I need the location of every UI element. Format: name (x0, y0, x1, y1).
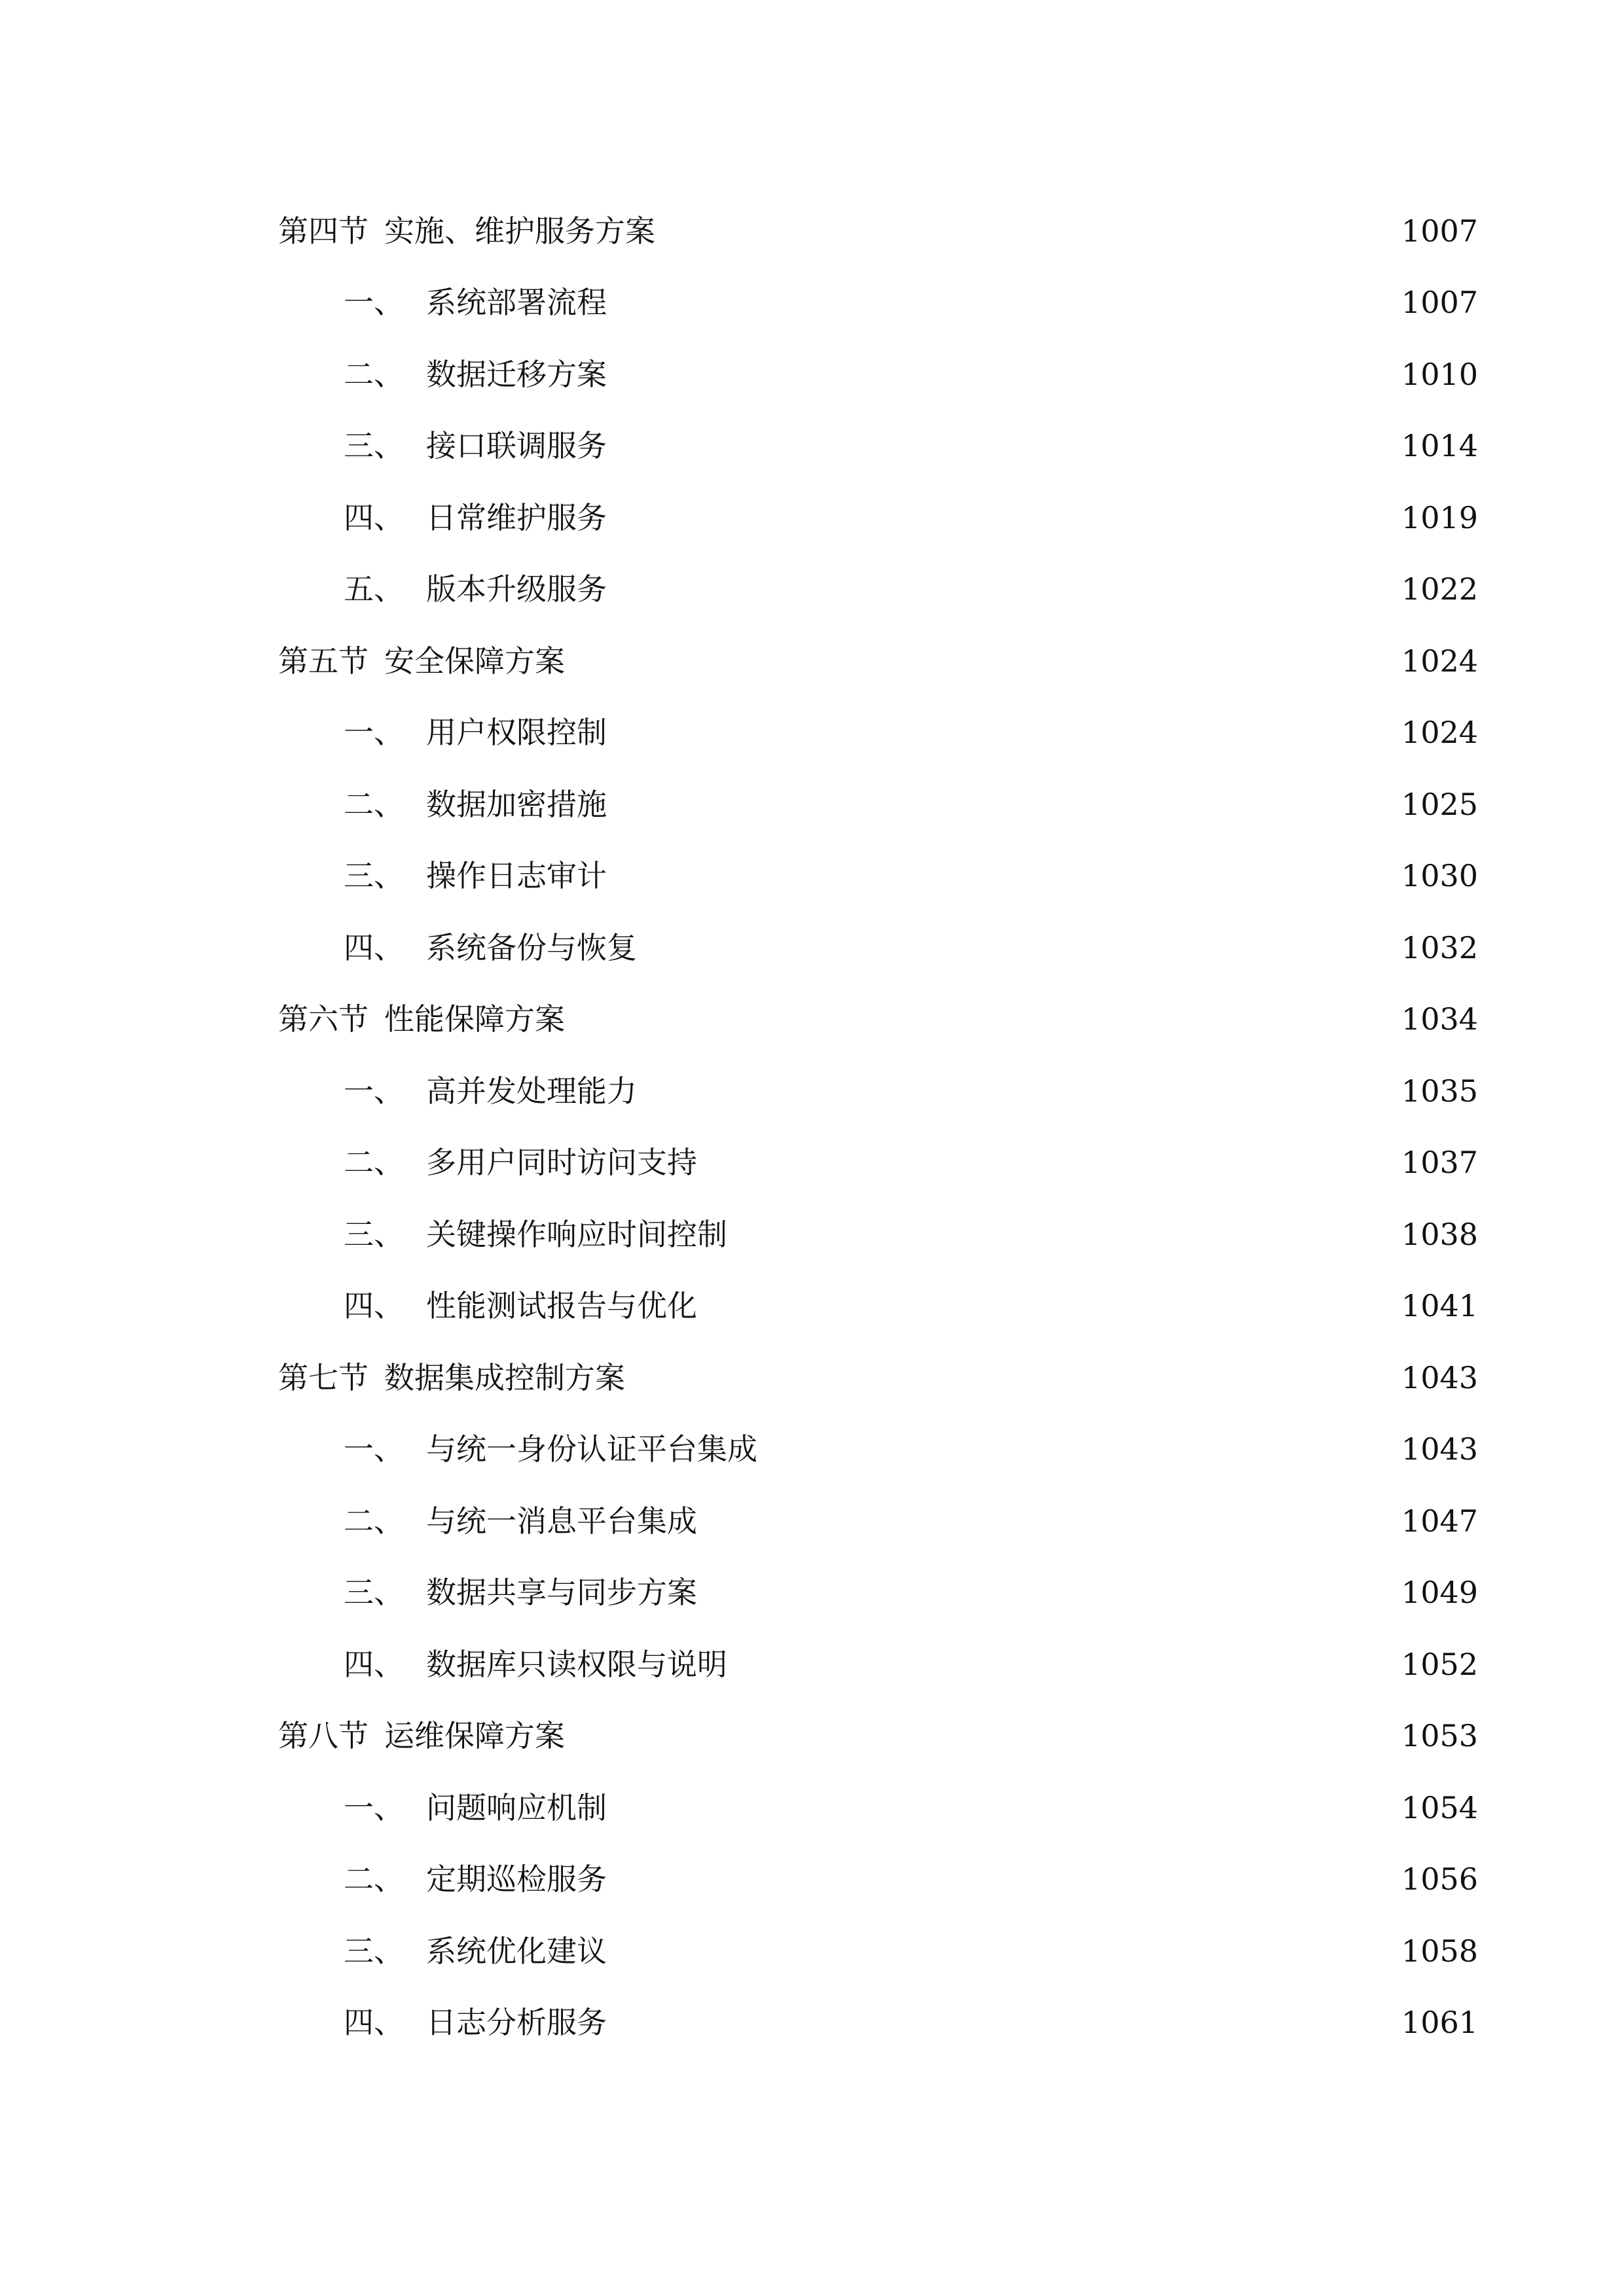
toc-entry-page-number: 1041 (1401, 1288, 1478, 1324)
toc-entry-page-number: 1058 (1401, 1933, 1478, 1969)
toc-entry-number: 第四节 (278, 213, 369, 249)
dot-leader (616, 359, 1392, 389)
toc-entry-number: 一、 (344, 715, 404, 751)
toc-entry-page-number: 1038 (1401, 1216, 1478, 1252)
dot-leader (664, 216, 1392, 246)
toc-entry-title: 多用户同时访问支持 (426, 1145, 697, 1181)
toc-entry-number: 一、 (344, 1431, 404, 1467)
toc-entry-number: 一、 (344, 1073, 404, 1109)
toc-entry-title: 性能测试报告与优化 (426, 1288, 697, 1324)
toc-entry-title: 数据库只读权限与说明 (426, 1646, 727, 1682)
toc-section-entry[interactable] (278, 195, 1478, 267)
toc-entry-title: 日常维护服务 (426, 499, 607, 535)
toc-entry-page-number: 1014 (1401, 428, 1478, 464)
toc-entry-title: 运维保障方案 (384, 1718, 565, 1754)
toc-entry-page-number: 1052 (1401, 1646, 1478, 1682)
toc-entry-number: 第七节 (278, 1359, 369, 1395)
toc-entry-title: 实施、维护服务方案 (384, 213, 655, 249)
toc-entry-page-number: 1043 (1401, 1431, 1478, 1467)
dot-leader (574, 646, 1392, 676)
toc-entry-number: 四、 (344, 1646, 404, 1682)
toc-entry-title: 与统一消息平台集成 (426, 1503, 697, 1539)
toc-entry-number: 二、 (344, 356, 404, 392)
toc-entry-number: 三、 (344, 428, 404, 464)
toc-entry-title: 系统部署流程 (426, 285, 607, 321)
toc-entry-page-number: 1049 (1401, 1575, 1478, 1611)
toc-entry-number: 二、 (344, 786, 404, 822)
toc-entry-number: 三、 (344, 1216, 404, 1252)
toc-entry-number: 四、 (344, 2005, 404, 2041)
toc-entry-page-number: 1024 (1401, 715, 1478, 751)
toc-entry-number: 三、 (344, 1933, 404, 1969)
toc-entry-page-number: 1010 (1401, 356, 1478, 392)
toc-entry-page-number: 1030 (1401, 858, 1478, 894)
toc-subsection-entry[interactable] (278, 1055, 1478, 1127)
toc-subsection-entry[interactable] (278, 1414, 1478, 1486)
toc-entry-page-number: 1019 (1401, 499, 1478, 535)
toc-section-entry[interactable] (278, 1342, 1478, 1414)
toc-entry-title: 用户权限控制 (426, 715, 607, 751)
toc-subsection-entry[interactable] (278, 410, 1478, 482)
dot-leader (616, 1864, 1392, 1894)
toc-entry-page-number: 1032 (1401, 929, 1478, 965)
toc-subsection-entry[interactable] (278, 482, 1478, 554)
toc-subsection-entry[interactable] (278, 1127, 1478, 1199)
toc-entry-page-number: 1025 (1401, 786, 1478, 822)
dot-leader (616, 1793, 1392, 1823)
toc-entry-page-number: 1047 (1401, 1503, 1478, 1539)
toc-entry-number: 四、 (344, 1288, 404, 1324)
toc-section-entry[interactable] (278, 625, 1478, 697)
toc-subsection-entry[interactable] (278, 1915, 1478, 1987)
toc-section-entry[interactable] (278, 984, 1478, 1056)
dot-leader (616, 861, 1392, 891)
toc-subsection-entry[interactable] (278, 267, 1478, 339)
dot-leader (616, 1936, 1392, 1966)
dot-leader (706, 1577, 1392, 1607)
toc-entry-title: 关键操作响应时间控制 (426, 1216, 727, 1252)
toc-entry-number: 四、 (344, 929, 404, 965)
dot-leader (574, 1721, 1392, 1751)
toc-entry-page-number: 1035 (1401, 1073, 1478, 1109)
toc-entry-title: 数据迁移方案 (426, 356, 607, 392)
toc-subsection-entry[interactable] (278, 554, 1478, 626)
toc-section-entry[interactable] (278, 1700, 1478, 1772)
toc-entry-number: 第五节 (278, 643, 369, 679)
toc-entry-page-number: 1007 (1401, 285, 1478, 321)
toc-entry-title: 数据加密措施 (426, 786, 607, 822)
toc-entry-number: 四、 (344, 499, 404, 535)
toc-entry-title: 日志分析服务 (426, 2005, 607, 2041)
toc-entry-page-number: 1054 (1401, 1789, 1478, 1825)
toc-subsection-entry[interactable] (278, 1844, 1478, 1916)
dot-leader (646, 933, 1392, 963)
toc-subsection-entry[interactable] (278, 768, 1478, 840)
toc-subsection-entry[interactable] (278, 1987, 1478, 2059)
toc-entry-title: 数据集成控制方案 (384, 1359, 625, 1395)
dot-leader (706, 1291, 1392, 1321)
toc-entry-page-number: 1043 (1401, 1359, 1478, 1395)
toc-entry-title: 接口联调服务 (426, 428, 607, 464)
toc-entry-title: 安全保障方案 (384, 643, 565, 679)
toc-entry-page-number: 1034 (1401, 1001, 1478, 1037)
toc-entry-title: 性能保障方案 (384, 1001, 565, 1037)
toc-entry-number: 第八节 (278, 1718, 369, 1754)
dot-leader (634, 1363, 1392, 1393)
toc-entry-number: 二、 (344, 1861, 404, 1897)
toc-entry-number: 第六节 (278, 1001, 369, 1037)
toc-subsection-entry[interactable] (278, 1628, 1478, 1700)
toc-subsection-entry[interactable] (278, 1557, 1478, 1629)
dot-leader (616, 574, 1392, 604)
toc-entry-title: 数据共享与同步方案 (426, 1575, 697, 1611)
toc-entry-number: 一、 (344, 1789, 404, 1825)
toc-entry-title: 版本升级服务 (426, 571, 607, 607)
dot-leader (706, 1506, 1392, 1536)
toc-subsection-entry[interactable] (278, 912, 1478, 984)
toc-entry-number: 三、 (344, 1575, 404, 1611)
dot-leader (616, 717, 1392, 747)
toc-entry-page-number: 1037 (1401, 1145, 1478, 1181)
toc-entry-number: 一、 (344, 285, 404, 321)
table-of-contents (278, 195, 1478, 2058)
toc-subsection-entry[interactable] (278, 840, 1478, 912)
toc-entry-title: 与统一身份认证平台集成 (426, 1431, 757, 1467)
toc-entry-page-number: 1007 (1401, 213, 1478, 249)
toc-entry-title: 操作日志审计 (426, 858, 607, 894)
toc-entry-number: 五、 (344, 571, 404, 607)
dot-leader (736, 1649, 1392, 1679)
toc-entry-page-number: 1061 (1401, 2005, 1478, 2041)
dot-leader (767, 1434, 1392, 1464)
dot-leader (616, 503, 1392, 533)
toc-subsection-entry[interactable] (278, 1485, 1478, 1557)
dot-leader (616, 287, 1392, 317)
dot-leader (616, 431, 1392, 461)
toc-entry-page-number: 1024 (1401, 643, 1478, 679)
toc-entry-page-number: 1053 (1401, 1718, 1478, 1754)
toc-entry-number: 三、 (344, 858, 404, 894)
dot-leader (706, 1147, 1392, 1177)
dot-leader (646, 1076, 1392, 1106)
toc-subsection-entry[interactable] (278, 697, 1478, 769)
toc-entry-number: 二、 (344, 1145, 404, 1181)
toc-subsection-entry[interactable] (278, 1270, 1478, 1342)
toc-entry-title: 系统备份与恢复 (426, 929, 637, 965)
dot-leader (616, 789, 1392, 819)
toc-entry-title: 问题响应机制 (426, 1789, 607, 1825)
toc-subsection-entry[interactable] (278, 338, 1478, 410)
toc-entry-page-number: 1056 (1401, 1861, 1478, 1897)
toc-entry-page-number: 1022 (1401, 571, 1478, 607)
toc-subsection-entry[interactable] (278, 1198, 1478, 1270)
dot-leader (574, 1004, 1392, 1034)
toc-entry-number: 二、 (344, 1503, 404, 1539)
toc-entry-title: 系统优化建议 (426, 1933, 607, 1969)
toc-entry-title: 高并发处理能力 (426, 1073, 637, 1109)
toc-entry-title: 定期巡检服务 (426, 1861, 607, 1897)
dot-leader (736, 1219, 1392, 1249)
toc-subsection-entry[interactable] (278, 1772, 1478, 1844)
dot-leader (616, 2007, 1392, 2037)
